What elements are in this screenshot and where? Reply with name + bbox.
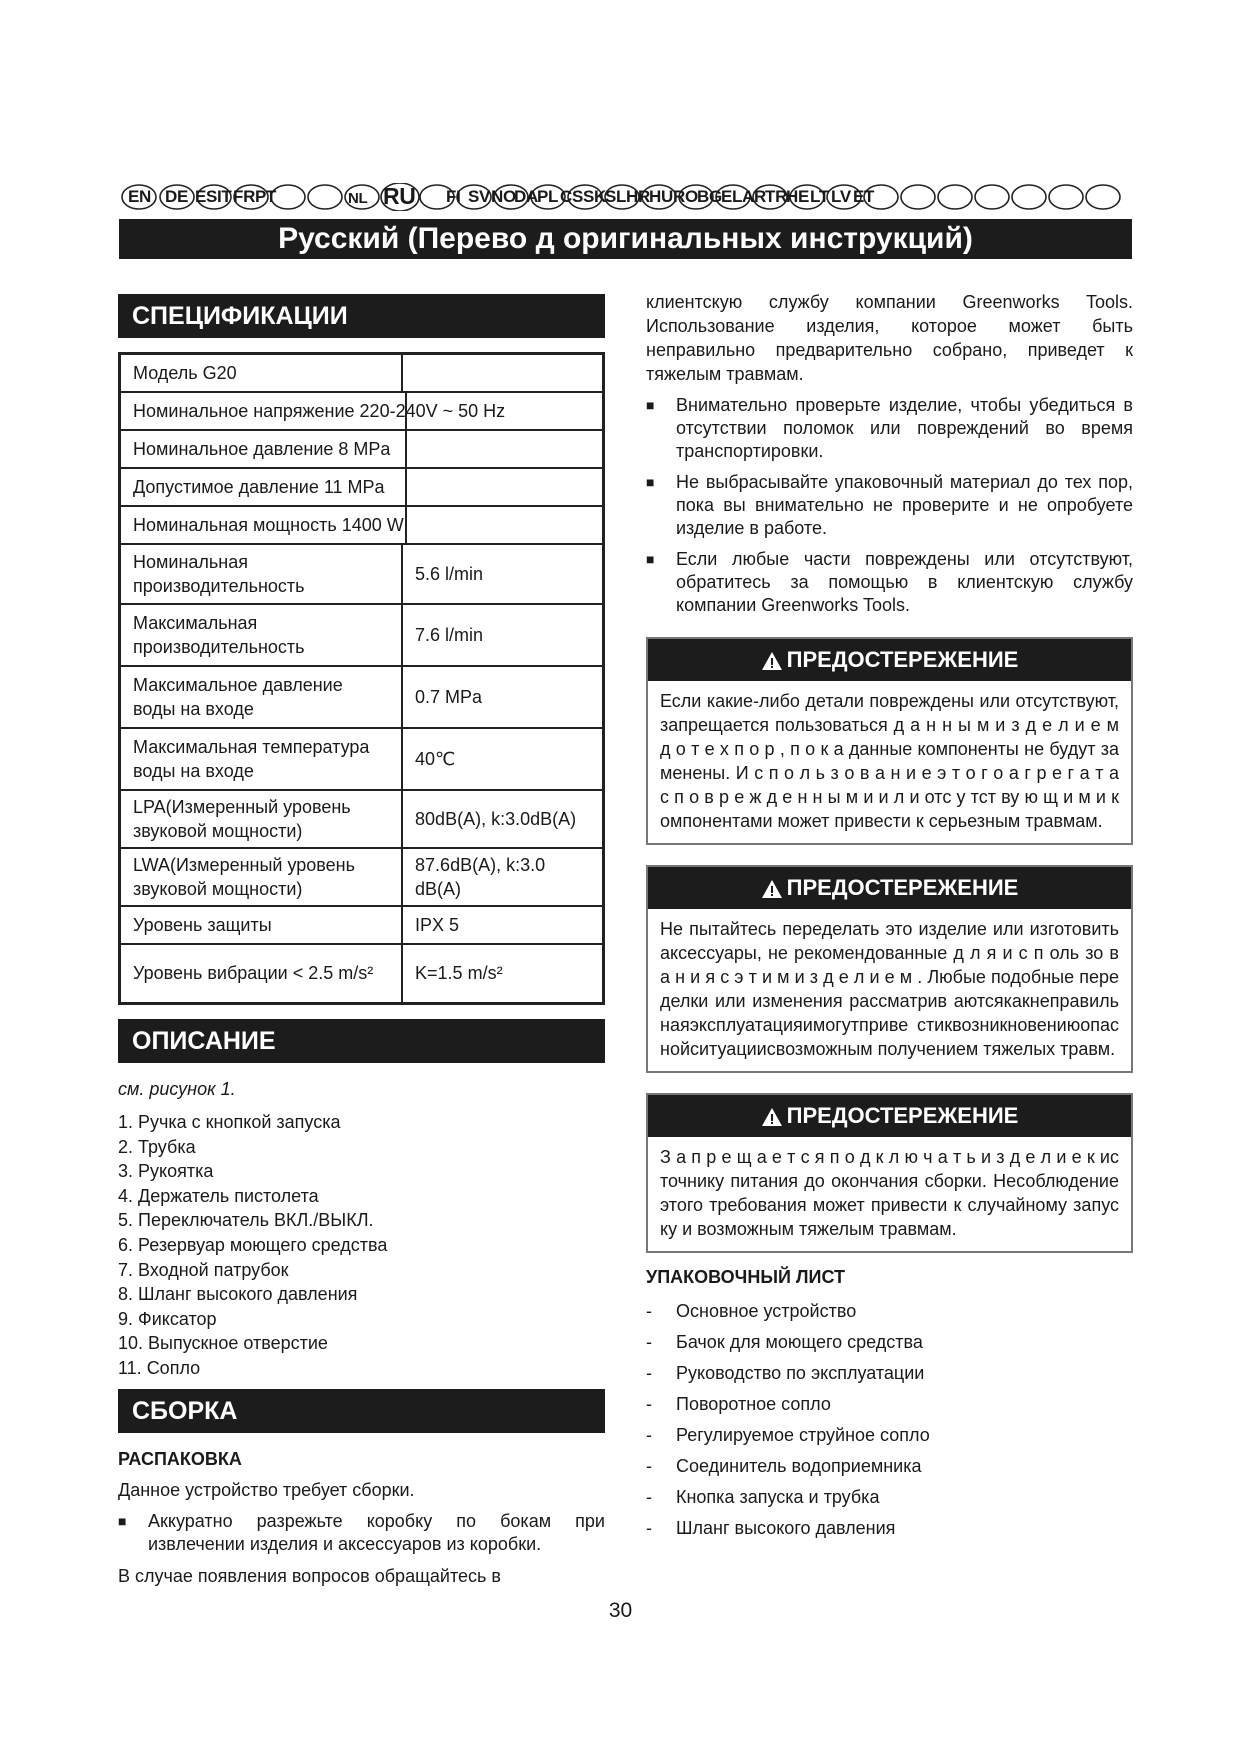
list-item: 4. Держатель пистолета bbox=[118, 1185, 319, 1206]
spec-value: K=1.5 m/s² bbox=[402, 944, 603, 1004]
warning-title: ПРЕДОСТЕРЕЖЕНИЕ bbox=[786, 1103, 1019, 1128]
spec-row bbox=[120, 430, 604, 468]
warning-text: Если какие-либо детали повреждены или отсутствуют, запрещается пользоваться д а н н ы м и з д е л и е м д о т е х п о р , п о к а данные компоненты не будут заменены. И с п о л ь з о в а н и е э т о г о а г р е г а т а с п о в р е ж д е н н ы м и и л и отс у тст ву ю щ и м и компонентами может привести к серьезным травмам. bbox=[660, 691, 1119, 831]
spec-row bbox=[120, 468, 604, 506]
lang-ru-active[interactable]: RU bbox=[383, 183, 416, 209]
spec-key: LPA(Измеренный уровень звуковой мощности) bbox=[120, 790, 403, 848]
spec-value: 87.6dB(A), k:3.0 dB(A) bbox=[402, 848, 603, 906]
list-item: 10. Выпускное отверстие bbox=[118, 1333, 328, 1354]
spec-row bbox=[120, 848, 604, 906]
warning-triangle-icon bbox=[761, 651, 783, 671]
warning-text: Не пытайтесь переделать это изделие или изготовить аксессуары, не рекомендованные д л я и с п оль зо в а н и я с э т и м и з д е л и е м . Любые подобные переделки или изменения рассматрив аютсякакнеправильнаяэксплуатацияимогутприве стиквозникновениюопаснойситуациисвозможным получением тяжелых травм. bbox=[660, 919, 1119, 1059]
lang-it[interactable]: IT bbox=[217, 187, 232, 206]
lang-no[interactable]: NO bbox=[491, 187, 516, 206]
warning-box bbox=[646, 1093, 1133, 1253]
lang-nl[interactable]: NL bbox=[348, 190, 368, 207]
bullet-square-icon: ■ bbox=[646, 474, 655, 490]
bullet-item bbox=[646, 471, 1133, 540]
spec-row-full bbox=[120, 430, 604, 468]
bullet-item bbox=[646, 548, 1133, 617]
spec-key: Уровень вибрации < 2.5 m/s² bbox=[120, 944, 403, 1004]
dash-marker: - bbox=[646, 1456, 652, 1476]
packing-item: Руководство по эксплуатации bbox=[676, 1363, 925, 1383]
bullet-square-icon: ■ bbox=[646, 551, 655, 567]
dash-marker: - bbox=[646, 1487, 652, 1507]
spec-row bbox=[120, 392, 604, 430]
bullet-text: Аккуратно разрежьте коробку по бокам при извлечении изделия и аксессуаров из коробки. bbox=[148, 1510, 605, 1554]
assembly-heading: СБОРКА bbox=[118, 1389, 605, 1433]
unpacking-title: РАСПАКОВКА bbox=[118, 1448, 242, 1469]
spec-row bbox=[120, 506, 604, 544]
warning-text: З а п р е щ а е т с я п о д к л ю ч а т ь и з д е л и е к источнику питания до окончания сборки. Несоблюдение этого требования может привести к случайному запуску и возможным тяжелым травмам. bbox=[660, 1147, 1119, 1239]
spec-value: IPX 5 bbox=[402, 906, 603, 944]
lang-cs[interactable]: CS bbox=[560, 187, 584, 206]
bullet-item bbox=[118, 1510, 605, 1556]
lang-sl[interactable]: SL bbox=[605, 187, 627, 206]
bullet-text: Если любые части повреждены или отсутствуют, обратитесь за помощью в клиентскую службу компании Greenworks Tools. bbox=[676, 549, 1133, 615]
spec-full-text: Номинальное давление 8 MPa bbox=[133, 438, 391, 459]
warning-box bbox=[646, 637, 1133, 845]
spec-table bbox=[118, 352, 605, 1005]
packing-item: Поворотное сопло bbox=[676, 1394, 831, 1414]
lang-lv[interactable]: LV bbox=[831, 187, 851, 206]
dash-marker: - bbox=[646, 1425, 652, 1445]
spec-value: 0.7 MPa bbox=[402, 666, 603, 728]
lang-da[interactable]: DA bbox=[514, 187, 538, 206]
lang-et[interactable]: ET bbox=[853, 187, 875, 206]
description-heading: ОПИСАНИЕ bbox=[118, 1019, 605, 1063]
bullet-text: Внимательно проверьте изделие, чтобы убедиться в отсутствии поломок или повреждений во время транспортировки. bbox=[676, 395, 1133, 461]
list-item: 5. Переключатель ВКЛ./ВЫКЛ. bbox=[118, 1210, 374, 1231]
figure-reference: см. рисунок 1. bbox=[118, 1079, 236, 1099]
list-item bbox=[646, 1451, 1133, 1482]
lang-es[interactable]: ES bbox=[195, 187, 218, 206]
list-item: 6. Резервуар моющего средства bbox=[118, 1234, 388, 1255]
lang-pt[interactable]: PT bbox=[255, 187, 277, 206]
packing-item: Кнопка запуска и трубка bbox=[676, 1487, 880, 1507]
lang-fr[interactable]: FR bbox=[233, 187, 256, 206]
list-item bbox=[646, 1296, 1133, 1327]
spec-row-full bbox=[120, 392, 604, 430]
spec-row bbox=[120, 944, 604, 1004]
warning-header bbox=[648, 1095, 1131, 1137]
lang-en[interactable]: EN bbox=[128, 187, 152, 206]
spec-value: 80dB(A), k:3.0dB(A) bbox=[402, 790, 603, 848]
spec-row bbox=[120, 906, 604, 944]
lang-sv[interactable]: SV bbox=[468, 187, 491, 206]
spec-value: 7.6 l/min bbox=[402, 604, 603, 666]
dash-marker: - bbox=[646, 1518, 652, 1538]
right-column bbox=[646, 290, 1133, 1544]
spec-key: Максимальная производительность bbox=[120, 604, 403, 666]
list-item: 7. Входной патрубок bbox=[118, 1259, 289, 1280]
lang-de[interactable]: DE bbox=[165, 187, 189, 206]
warning-title: ПРЕДОСТЕРЕЖЕНИЕ bbox=[786, 647, 1019, 672]
list-item bbox=[646, 1358, 1133, 1389]
lang-tr[interactable]: TR bbox=[765, 187, 788, 206]
warning-title: ПРЕДОСТЕРЕЖЕНИЕ bbox=[786, 875, 1019, 900]
lang-ar[interactable]: AR bbox=[742, 187, 766, 206]
bullet-square-icon: ■ bbox=[646, 397, 655, 413]
list-item bbox=[646, 1513, 1133, 1544]
questions-text: В случае появления вопросов обращайтесь в bbox=[118, 1565, 501, 1586]
spec-key: Модель G20 bbox=[120, 354, 403, 392]
dash-marker: - bbox=[646, 1363, 652, 1383]
document-title: Русский (Перево д оригинальных инструкций) bbox=[119, 219, 1132, 259]
lang-bg[interactable]: BG bbox=[697, 187, 722, 206]
spec-key: Максимальное давление воды на входе bbox=[120, 666, 403, 728]
dash-marker: - bbox=[646, 1301, 652, 1321]
list-item: 11. Сопло bbox=[118, 1357, 201, 1378]
spec-row bbox=[120, 354, 604, 392]
spec-row-full bbox=[120, 506, 604, 544]
left-column bbox=[118, 294, 605, 1588]
dash-marker: - bbox=[646, 1394, 652, 1414]
spec-key: Номинальная производительность bbox=[120, 544, 403, 604]
lang-el[interactable]: EL bbox=[721, 187, 743, 206]
language-bar bbox=[121, 183, 1132, 211]
list-item: 3. Рукоятка bbox=[118, 1161, 214, 1182]
lang-sk[interactable]: SK bbox=[583, 187, 607, 206]
list-item: 9. Фиксатор bbox=[118, 1308, 217, 1329]
packing-title: УПАКОВОЧНЫЙ ЛИСТ bbox=[646, 1267, 845, 1287]
lang-pl[interactable]: PL bbox=[537, 187, 559, 206]
lang-lt[interactable]: LT bbox=[810, 187, 829, 206]
parts-list bbox=[118, 1110, 605, 1381]
specs-heading: СПЕЦИФИКАЦИИ bbox=[118, 294, 605, 338]
spec-row bbox=[120, 790, 604, 848]
lang-fi[interactable]: FI bbox=[446, 187, 461, 206]
list-item bbox=[646, 1482, 1133, 1513]
lang-hr[interactable]: HR bbox=[626, 187, 650, 206]
spec-full-text: Номинальное напряжение 220-240V ~ 50 Hz bbox=[133, 400, 506, 421]
warning-header bbox=[648, 639, 1131, 681]
spec-row bbox=[120, 666, 604, 728]
spec-value bbox=[402, 354, 603, 392]
packing-item: Шланг высокого давления bbox=[676, 1518, 896, 1538]
bullet-item bbox=[646, 394, 1133, 463]
packing-item: Соединитель водоприемника bbox=[676, 1456, 922, 1476]
spec-row bbox=[120, 604, 604, 666]
spec-row bbox=[120, 544, 604, 604]
list-item bbox=[646, 1389, 1133, 1420]
spec-full-text: Допустимое давление 11 MPa bbox=[133, 476, 385, 497]
packing-item: Основное устройство bbox=[676, 1301, 857, 1321]
spec-full-text: Номинальная мощность 1400 W bbox=[133, 514, 404, 535]
list-item bbox=[646, 1327, 1133, 1358]
dash-marker: - bbox=[646, 1332, 652, 1352]
assembly-intro: Данное устройство требует сборки. bbox=[118, 1479, 415, 1500]
warning-triangle-icon bbox=[761, 1107, 783, 1127]
list-item: 1. Ручка с кнопкой запуска bbox=[118, 1112, 341, 1132]
lang-ro[interactable]: RO bbox=[673, 187, 698, 206]
warning-box bbox=[646, 865, 1133, 1073]
spec-key: Уровень защиты bbox=[120, 906, 403, 944]
packing-item: Бачок для моющего средства bbox=[676, 1332, 923, 1352]
spec-key: Максимальная температура воды на входе bbox=[120, 728, 403, 790]
warning-header bbox=[648, 867, 1131, 909]
packing-list bbox=[646, 1296, 1133, 1544]
bullet-square-icon: ■ bbox=[118, 1512, 127, 1529]
warning-triangle-icon bbox=[761, 879, 783, 899]
lang-he[interactable]: HE bbox=[786, 187, 810, 206]
packing-item: Регулируемое струйное сопло bbox=[676, 1425, 930, 1445]
list-item: 2. Трубка bbox=[118, 1136, 196, 1157]
spec-value: 5.6 l/min bbox=[402, 544, 603, 604]
list-item: 8. Шланг высокого давления bbox=[118, 1284, 358, 1305]
spec-row bbox=[120, 728, 604, 790]
spec-value: 40℃ bbox=[402, 728, 603, 790]
spec-key: LWA(Измеренный уровень звуковой мощности) bbox=[120, 848, 403, 906]
spec-row-full bbox=[120, 468, 604, 506]
page-number: 30 bbox=[608, 1599, 633, 1622]
lang-hu[interactable]: HU bbox=[649, 187, 673, 206]
list-item bbox=[646, 1420, 1133, 1451]
questions-continued: клиентскую службу компании Greenworks Tools. Использование изделия, которое может быть неправильно предварительно собрано, приведет к тяжелым травмам. bbox=[646, 292, 1133, 384]
bullet-text: Не выбрасывайте упаковочный материал до тех пор, пока вы внимательно не проверите и не опробуете изделие в работе. bbox=[676, 472, 1133, 538]
